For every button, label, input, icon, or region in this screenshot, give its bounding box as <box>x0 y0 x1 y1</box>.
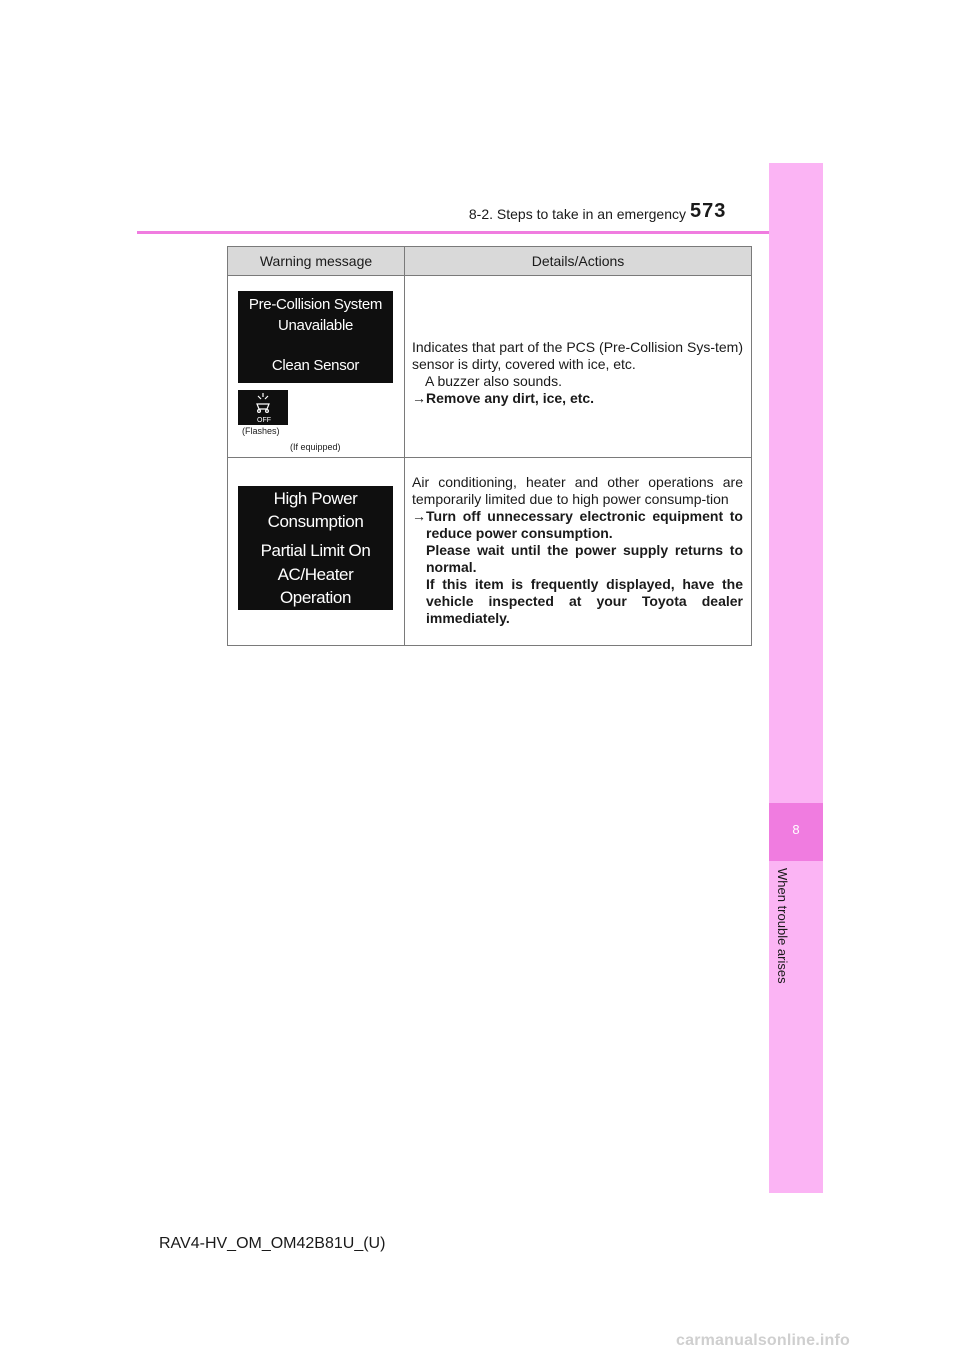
chapter-number: 8 <box>792 822 800 837</box>
pcs-off-indicator <box>238 390 288 425</box>
warning-message-cell <box>228 276 405 457</box>
table-row <box>228 276 751 458</box>
row-description: Indicates that part of the PCS (Pre-Collision Sys-tem) sensor is dirty, covered with ice, etc. <box>412 339 743 372</box>
section-title: 8-2. Steps to take in an emergency <box>468 206 686 222</box>
row-note: A buzzer also sounds. <box>425 373 562 389</box>
row-description: Air conditioning, heater and other operations are temporarily limited due to high power consump-tion <box>412 474 743 507</box>
row-action-text: Remove any dirt, ice, etc. <box>426 390 595 406</box>
pcs-unavailable-display <box>238 291 393 383</box>
warning-message-cell <box>228 458 405 645</box>
details-actions-cell <box>405 276 751 457</box>
display-line: Partial Limit On <box>260 541 371 560</box>
row-action <box>412 508 743 627</box>
action-line: Please wait until the power supply returns to normal. <box>426 542 743 575</box>
column-header-warning-message: Warning message <box>228 247 405 275</box>
table-header <box>228 247 751 276</box>
display-line: High Power <box>273 489 358 508</box>
row-action-text <box>426 508 743 627</box>
action-line: If this item is frequently displayed, have the vehicle inspected at your Toyota dealer immediately. <box>426 576 743 626</box>
flashes-note: (Flashes) <box>242 426 280 436</box>
watermark: carmanualsonline.info <box>676 1332 851 1349</box>
display-line: Operation <box>279 588 352 607</box>
action-line: Turn off unnecessary electronic equipment to reduce power consumption. <box>426 508 743 541</box>
arrow-icon: → <box>412 390 426 406</box>
warning-message-table <box>227 246 752 646</box>
display-line: Pre-Collision System <box>248 296 383 313</box>
arrow-icon: → <box>412 508 426 524</box>
row-action <box>412 390 743 407</box>
high-power-consumption-display <box>238 486 393 610</box>
display-line: Unavailable <box>277 317 354 334</box>
chapter-side-strip <box>769 163 823 1193</box>
details-actions-cell <box>405 458 751 645</box>
document-code: RAV4-HV_OM_OM42B81U_(U) <box>159 1235 386 1252</box>
if-equipped-note: (If equipped) <box>290 442 341 452</box>
column-header-details-actions: Details/Actions <box>531 253 625 269</box>
display-line: Clean Sensor <box>271 357 360 374</box>
table-row <box>228 458 751 645</box>
chapter-title: When trouble arises <box>775 868 790 984</box>
header-rule <box>137 231 823 234</box>
pcs-warning-icon <box>238 390 288 425</box>
indicator-off-text: OFF <box>257 417 271 424</box>
display-line: Consumption <box>267 512 364 531</box>
chapter-title-vertical <box>764 868 794 1008</box>
display-line: AC/Heater <box>277 565 354 584</box>
page-number: 573 <box>690 200 727 222</box>
